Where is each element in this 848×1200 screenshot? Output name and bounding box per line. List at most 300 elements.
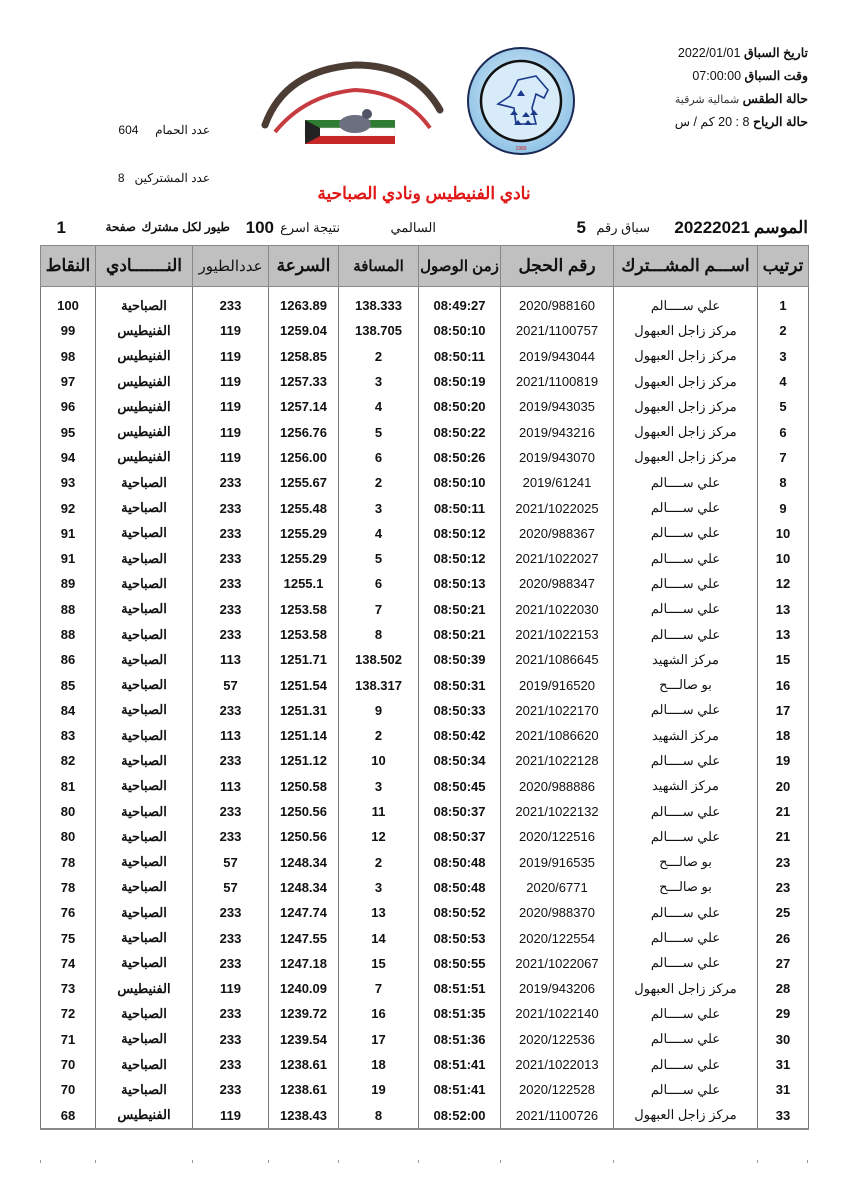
- distance: 4: [339, 394, 419, 419]
- bird-count: 119: [193, 419, 269, 444]
- results-table: [40, 245, 809, 1130]
- participants-count: 8: [117, 171, 125, 185]
- bird-count: 233: [193, 597, 269, 622]
- speed: 1250.56: [269, 824, 339, 849]
- row-rank: 8: [758, 470, 809, 495]
- ring-number: 2021/1086620: [501, 723, 614, 748]
- race-time: 07:00:00: [692, 69, 742, 83]
- table-row: [41, 925, 809, 950]
- arrival-time: 08:50:10: [419, 318, 501, 343]
- club-name: الصباحية: [96, 287, 193, 319]
- bird-count: 233: [193, 495, 269, 520]
- arrival-time: 08:50:42: [419, 723, 501, 748]
- arrival-time: 08:50:31: [419, 672, 501, 697]
- participant-name: بو صالـــح: [614, 875, 758, 900]
- points: 96: [41, 394, 96, 419]
- participant-name: علي ســــالم: [614, 470, 758, 495]
- per-member-label: طيور لكل مشترك: [141, 220, 230, 234]
- federation-emblem-icon: [466, 46, 576, 156]
- row-rank: 23: [758, 875, 809, 900]
- row-rank: 13: [758, 597, 809, 622]
- row-rank: 17: [758, 698, 809, 723]
- pigeons-count-line: [70, 118, 210, 166]
- speed: 1248.34: [269, 875, 339, 900]
- bird-count: 233: [193, 951, 269, 976]
- distance: 9: [339, 698, 419, 723]
- table-row: [41, 698, 809, 723]
- speed: 1255.67: [269, 470, 339, 495]
- ring-number: 2019/943070: [501, 445, 614, 470]
- ring-number: 2020/988160: [501, 287, 614, 319]
- ring-number: 2019/943216: [501, 419, 614, 444]
- ring-number: 2020/122516: [501, 824, 614, 849]
- ring-number: 2021/1022128: [501, 748, 614, 773]
- table-row: [41, 571, 809, 596]
- ring-number: 2021/1100819: [501, 369, 614, 394]
- speed: 1250.56: [269, 799, 339, 824]
- speed: 1255.1: [269, 571, 339, 596]
- ring-number: 2021/1022132: [501, 799, 614, 824]
- club-name: الصباحية: [96, 875, 193, 900]
- col-header-arrival: زمن الوصول: [419, 246, 501, 287]
- distance: 2: [339, 470, 419, 495]
- col-header-birds: عددالطيور: [193, 246, 269, 287]
- participant-name: علي ســــالم: [614, 1027, 758, 1052]
- row-rank: 33: [758, 1103, 809, 1129]
- ring-number: 2021/1086645: [501, 647, 614, 672]
- arrival-time: 08:50:13: [419, 571, 501, 596]
- club-name: الصباحية: [96, 748, 193, 773]
- arrival-time: 08:51:51: [419, 976, 501, 1001]
- race-number-label: سباق رقم: [596, 220, 650, 235]
- participant-name: علي ســــالم: [614, 1077, 758, 1102]
- distance: 18: [339, 1052, 419, 1077]
- col-header-speed: السرعة: [269, 246, 339, 287]
- row-rank: 29: [758, 1001, 809, 1026]
- distance: 13: [339, 900, 419, 925]
- race-date: 2022/01/01: [677, 46, 741, 60]
- row-rank: 26: [758, 925, 809, 950]
- table-row: [41, 495, 809, 520]
- participant-name: علي ســــالم: [614, 748, 758, 773]
- club-name: الصباحية: [96, 951, 193, 976]
- result-count: 100: [245, 218, 274, 237]
- participant-name: علي ســــالم: [614, 622, 758, 647]
- ring-number: 2019/61241: [501, 470, 614, 495]
- points: 78: [41, 850, 96, 875]
- table-row: [41, 850, 809, 875]
- arrival-time: 08:50:53: [419, 925, 501, 950]
- points: 100: [41, 287, 96, 319]
- row-rank: 23: [758, 850, 809, 875]
- table-row: [41, 875, 809, 900]
- bird-count: 119: [193, 976, 269, 1001]
- bird-count: 113: [193, 723, 269, 748]
- speed: 1247.18: [269, 951, 339, 976]
- row-rank: 28: [758, 976, 809, 1001]
- club-name: الصباحية: [96, 571, 193, 596]
- ring-number: 2021/1022027: [501, 546, 614, 571]
- participant-name: علي ســــالم: [614, 799, 758, 824]
- speed: 1253.58: [269, 622, 339, 647]
- result-label: نتيجة اسرع: [280, 220, 340, 235]
- distance: 3: [339, 495, 419, 520]
- arrival-time: 08:50:21: [419, 597, 501, 622]
- club-name: الصباحية: [96, 1052, 193, 1077]
- ring-number: 2021/1022140: [501, 1001, 614, 1026]
- bird-count: 57: [193, 850, 269, 875]
- distance: 7: [339, 597, 419, 622]
- participant-name: مركز الشهيد: [614, 774, 758, 799]
- ring-number: 2021/1022030: [501, 597, 614, 622]
- participant-name: علي ســــالم: [614, 824, 758, 849]
- table-row: [41, 521, 809, 546]
- bird-count: 119: [193, 369, 269, 394]
- arrival-time: 08:50:11: [419, 495, 501, 520]
- bird-count: 233: [193, 925, 269, 950]
- row-rank: 4: [758, 369, 809, 394]
- participant-name: مركز زاجل العبهول: [614, 344, 758, 369]
- distance: 11: [339, 799, 419, 824]
- club-name: الفنيطيس: [96, 344, 193, 369]
- ring-number: 2019/943044: [501, 344, 614, 369]
- distance: 5: [339, 419, 419, 444]
- distance: 2: [339, 344, 419, 369]
- distance: 3: [339, 875, 419, 900]
- distance: 17: [339, 1027, 419, 1052]
- speed: 1255.48: [269, 495, 339, 520]
- arrival-time: 08:50:45: [419, 774, 501, 799]
- club-name: الفنيطيس: [96, 419, 193, 444]
- arrival-time: 08:50:12: [419, 546, 501, 571]
- points: 80: [41, 799, 96, 824]
- col-header-club: النـــــــادي: [96, 246, 193, 287]
- points: 88: [41, 597, 96, 622]
- distance: 15: [339, 951, 419, 976]
- table-row: [41, 900, 809, 925]
- table-row: [41, 1027, 809, 1052]
- speed: 1253.58: [269, 597, 339, 622]
- row-rank: 21: [758, 824, 809, 849]
- points: 81: [41, 774, 96, 799]
- participant-name: علي ســــالم: [614, 698, 758, 723]
- bird-count: 119: [193, 318, 269, 343]
- row-rank: 30: [758, 1027, 809, 1052]
- speed: 1263.89: [269, 287, 339, 319]
- arrival-time: 08:50:48: [419, 875, 501, 900]
- bird-count: 233: [193, 287, 269, 319]
- points: 82: [41, 748, 96, 773]
- bird-count: 119: [193, 1103, 269, 1129]
- club-name: الفنيطيس: [96, 976, 193, 1001]
- speed: 1256.76: [269, 419, 339, 444]
- speed: 1247.55: [269, 925, 339, 950]
- bird-count: 233: [193, 571, 269, 596]
- points: 85: [41, 672, 96, 697]
- table-row: [41, 419, 809, 444]
- ring-number: 2020/988347: [501, 571, 614, 596]
- club-name: الصباحية: [96, 470, 193, 495]
- speed: 1238.61: [269, 1077, 339, 1102]
- club-name: الصباحية: [96, 546, 193, 571]
- ring-number: 2019/943206: [501, 976, 614, 1001]
- arrival-time: 08:51:41: [419, 1077, 501, 1102]
- speed: 1251.31: [269, 698, 339, 723]
- speed: 1258.85: [269, 344, 339, 369]
- participant-name: مركز الشهيد: [614, 723, 758, 748]
- bird-count: 233: [193, 1052, 269, 1077]
- club-name: الصباحية: [96, 774, 193, 799]
- participant-name: علي ســــالم: [614, 1052, 758, 1077]
- race-meta: [44, 218, 808, 242]
- distance: 8: [339, 622, 419, 647]
- ring-number: 2020/122536: [501, 1027, 614, 1052]
- row-rank: 19: [758, 748, 809, 773]
- participant-name: علي ســــالم: [614, 495, 758, 520]
- distance: 4: [339, 521, 419, 546]
- points: 70: [41, 1052, 96, 1077]
- points: 93: [41, 470, 96, 495]
- ring-number: 2020/122554: [501, 925, 614, 950]
- page-label: صفحة: [105, 220, 136, 234]
- speed: 1240.09: [269, 976, 339, 1001]
- ring-number: 2021/1022025: [501, 495, 614, 520]
- row-rank: 12: [758, 571, 809, 596]
- season-label: الموسم: [753, 218, 808, 237]
- participant-name: علي ســــالم: [614, 287, 758, 319]
- row-rank: 5: [758, 394, 809, 419]
- race-date-line: [578, 42, 808, 65]
- bird-count: 233: [193, 824, 269, 849]
- race-date-label: تاريخ السباق: [743, 46, 808, 60]
- arrival-time: 08:50:37: [419, 799, 501, 824]
- bird-count: 233: [193, 900, 269, 925]
- row-rank: 2: [758, 318, 809, 343]
- speed: 1248.34: [269, 850, 339, 875]
- arrival-time: 08:50:19: [419, 369, 501, 394]
- points: 89: [41, 571, 96, 596]
- table-row: [41, 470, 809, 495]
- bird-count: 113: [193, 774, 269, 799]
- col-header-ring: رقم الحجل: [501, 246, 614, 287]
- points: 72: [41, 1001, 96, 1026]
- participant-name: علي ســــالم: [614, 925, 758, 950]
- table-row: [41, 976, 809, 1001]
- table-header-row: [41, 246, 809, 287]
- row-rank: 27: [758, 951, 809, 976]
- bird-count: 233: [193, 521, 269, 546]
- col-header-name: اســـم المشـــترك: [614, 246, 758, 287]
- club-name: الصباحية: [96, 1027, 193, 1052]
- distance: 138.317: [339, 672, 419, 697]
- table-row: [41, 1001, 809, 1026]
- participant-name: علي ســــالم: [614, 951, 758, 976]
- row-rank: 20: [758, 774, 809, 799]
- row-rank: 10: [758, 546, 809, 571]
- col-header-distance: المسافة: [339, 246, 419, 287]
- weather-value: شمالية شرقية: [674, 94, 740, 106]
- club-name: الصباحية: [96, 647, 193, 672]
- ring-number: 2021/1022013: [501, 1052, 614, 1077]
- distance: 2: [339, 723, 419, 748]
- bird-count: 233: [193, 1001, 269, 1026]
- participant-name: علي ســــالم: [614, 900, 758, 925]
- table-row: [41, 546, 809, 571]
- bird-count: 57: [193, 672, 269, 697]
- club-logo: [245, 50, 460, 160]
- table-row: [41, 799, 809, 824]
- row-rank: 13: [758, 622, 809, 647]
- club-name: الفنيطيس: [96, 394, 193, 419]
- points: 86: [41, 647, 96, 672]
- distance: 7: [339, 976, 419, 1001]
- race-time-label: وقت السباق: [744, 69, 808, 83]
- ring-number: 2021/1100726: [501, 1103, 614, 1129]
- table-row: [41, 287, 809, 319]
- speed: 1238.61: [269, 1052, 339, 1077]
- distance: 3: [339, 774, 419, 799]
- footer-ticks: [40, 1160, 808, 1166]
- table-row: [41, 344, 809, 369]
- arrival-time: 08:50:12: [419, 521, 501, 546]
- bird-count: 233: [193, 698, 269, 723]
- ring-number: 2019/916520: [501, 672, 614, 697]
- participant-name: علي ســــالم: [614, 1001, 758, 1026]
- participant-name: مركز زاجل العبهول: [614, 369, 758, 394]
- speed: 1255.29: [269, 546, 339, 571]
- club-name: الصباحية: [96, 495, 193, 520]
- table-row: [41, 597, 809, 622]
- points: 84: [41, 698, 96, 723]
- speed: 1250.58: [269, 774, 339, 799]
- distance: 12: [339, 824, 419, 849]
- club-name: الصباحية: [96, 723, 193, 748]
- arrival-time: 08:52:00: [419, 1103, 501, 1129]
- table-row: [41, 445, 809, 470]
- points: 95: [41, 419, 96, 444]
- participant-name: علي ســــالم: [614, 597, 758, 622]
- ring-number: 2020/988367: [501, 521, 614, 546]
- bird-count: 233: [193, 546, 269, 571]
- points: 70: [41, 1077, 96, 1102]
- points: 91: [41, 546, 96, 571]
- speed: 1251.54: [269, 672, 339, 697]
- points: 92: [41, 495, 96, 520]
- race-number: 5: [576, 218, 586, 237]
- arrival-time: 08:50:34: [419, 748, 501, 773]
- speed: 1251.71: [269, 647, 339, 672]
- bird-count: 113: [193, 647, 269, 672]
- bird-count: 119: [193, 445, 269, 470]
- speed: 1255.29: [269, 521, 339, 546]
- table-row: [41, 951, 809, 976]
- arrival-time: 08:50:11: [419, 344, 501, 369]
- distance: 138.705: [339, 318, 419, 343]
- arrival-time: 08:50:55: [419, 951, 501, 976]
- club-name: الصباحية: [96, 1077, 193, 1102]
- table-row: [41, 723, 809, 748]
- row-rank: 15: [758, 647, 809, 672]
- row-rank: 16: [758, 672, 809, 697]
- participant-name: بو صالـــح: [614, 672, 758, 697]
- points: 73: [41, 976, 96, 1001]
- distance: 16: [339, 1001, 419, 1026]
- page-title: نادي الفنيطيس ونادي الصباحية: [317, 184, 531, 203]
- pigeon-club-emblem-icon: [245, 50, 460, 160]
- points: 71: [41, 1027, 96, 1052]
- speed: 1259.04: [269, 318, 339, 343]
- arrival-time: 08:50:39: [419, 647, 501, 672]
- arrival-time: 08:50:22: [419, 419, 501, 444]
- points: 78: [41, 875, 96, 900]
- speed: 1238.43: [269, 1103, 339, 1129]
- participant-name: مركز زاجل العبهول: [614, 318, 758, 343]
- speed: 1256.00: [269, 445, 339, 470]
- participant-name: مركز الشهيد: [614, 647, 758, 672]
- table-row: [41, 1103, 809, 1129]
- row-rank: 7: [758, 445, 809, 470]
- ring-number: 2021/1022067: [501, 951, 614, 976]
- points: 74: [41, 951, 96, 976]
- col-header-points: النقاط: [41, 246, 96, 287]
- points: 75: [41, 925, 96, 950]
- distance: 8: [339, 1103, 419, 1129]
- speed: 1251.14: [269, 723, 339, 748]
- row-rank: 6: [758, 419, 809, 444]
- club-name: الصباحية: [96, 597, 193, 622]
- table-row: [41, 647, 809, 672]
- table-row: [41, 824, 809, 849]
- row-rank: 1: [758, 287, 809, 319]
- wind-value: 8 : 20 كم / س: [674, 115, 750, 129]
- bird-count: 57: [193, 875, 269, 900]
- bird-count: 233: [193, 470, 269, 495]
- bird-count: 233: [193, 748, 269, 773]
- participant-name: مركز زاجل العبهول: [614, 976, 758, 1001]
- table-row: [41, 622, 809, 647]
- club-name: الصباحية: [96, 824, 193, 849]
- speed: 1239.72: [269, 1001, 339, 1026]
- arrival-time: 08:50:10: [419, 470, 501, 495]
- speed: 1239.54: [269, 1027, 339, 1052]
- season-value: 20222021: [674, 218, 750, 237]
- participant-name: علي ســــالم: [614, 571, 758, 596]
- distance: 10: [339, 748, 419, 773]
- col-header-rank: ترتيب: [758, 246, 809, 287]
- club-name: الصباحية: [96, 900, 193, 925]
- points: 88: [41, 622, 96, 647]
- distance: 138.333: [339, 287, 419, 319]
- bird-count: 119: [193, 394, 269, 419]
- points: 97: [41, 369, 96, 394]
- distance: 14: [339, 925, 419, 950]
- participants-count-label: عدد المشتركين: [134, 171, 210, 185]
- participant-name: مركز زاجل العبهول: [614, 419, 758, 444]
- arrival-time: 08:50:33: [419, 698, 501, 723]
- ring-number: 2020/122528: [501, 1077, 614, 1102]
- pigeons-count-label: عدد الحمام: [155, 123, 210, 137]
- release-location: السالمي: [390, 220, 436, 235]
- points: 80: [41, 824, 96, 849]
- ring-number: 2019/943035: [501, 394, 614, 419]
- bird-count: 233: [193, 1027, 269, 1052]
- ring-number: 2020/6771: [501, 875, 614, 900]
- participant-name: بو صالـــح: [614, 850, 758, 875]
- club-name: الصباحية: [96, 622, 193, 647]
- distance: 3: [339, 369, 419, 394]
- row-rank: 25: [758, 900, 809, 925]
- club-name: الفنيطيس: [96, 445, 193, 470]
